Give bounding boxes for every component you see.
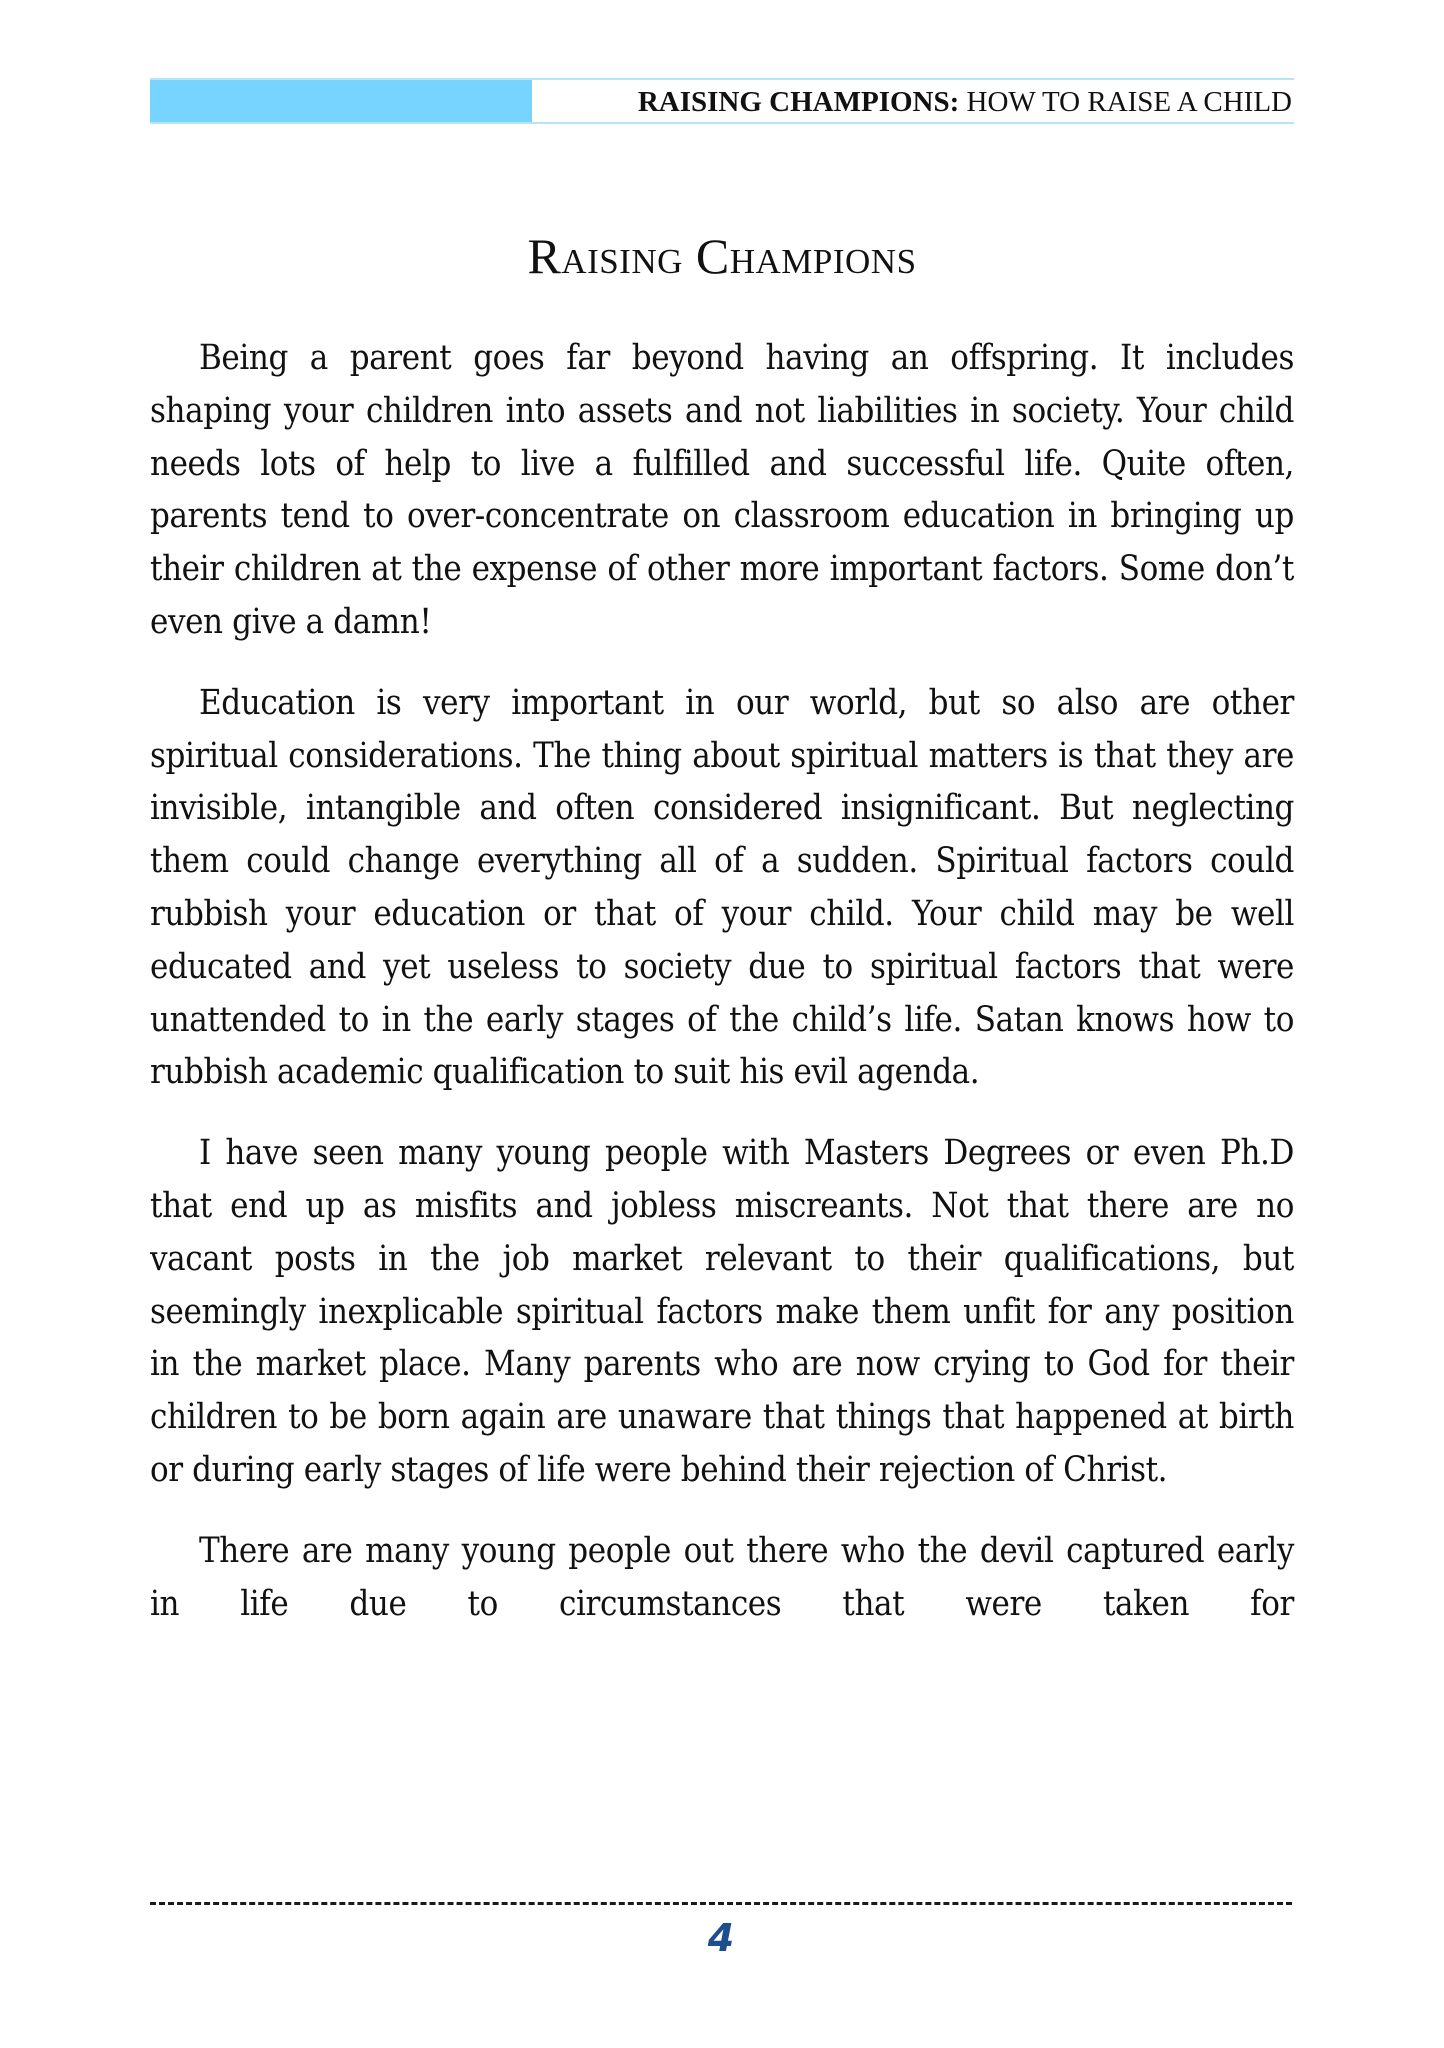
paragraph: There are many young people out there who the devil captured early in life due to circumstances that were taken for <box>150 1530 1294 1624</box>
running-header <box>150 78 1294 124</box>
body-text <box>150 332 1294 1658</box>
paragraph: I have seen many young people with Masters Degrees or even Ph.D that end up as misfits and jobless miscreants. Not that there are no vacant posts in the job market relevant to their qualifications, but seemingly inexplicable spiritual factors make them unfit for any position in the market place. Many parents who are now crying to God for their children to be born again are unaware that things that happened at birth or during early stages of life were behind their rejection of Christ. <box>150 1133 1294 1490</box>
chapter-title: Raising Champions <box>527 228 917 284</box>
footer-dashed-rule <box>150 1902 1292 1905</box>
book-title: RAISING CHAMPIONS: <box>637 86 960 118</box>
paragraph: Being a parent goes far beyond having an offspring. It includes shaping your children into assets and not liabilities in society. Your child needs lots of help to live a fulfilled and successful life. Quite often, parents tend to over-concentrate on classroom education in bringing up their children at the expense of other more important factors. Some don’t even give a damn! <box>150 338 1294 642</box>
paragraph: Education is very important in our world, but so also are other spiritual considerations. The thing about spiritual matters is that they are invisible, intangible and often considered insignificant. But neglecting them could change everything all of a sudden. Spiritual factors could rubbish your education or that of your child. Your child may be well educated and yet useless to society due to spiritual factors that were unattended to in the early stages of the child’s life. Satan knows how to rubbish academic qualification to suit his evil agenda. <box>150 682 1294 1093</box>
book-subtitle: HOW TO RAISE A CHILD <box>959 86 1292 118</box>
page-number: 4 <box>707 1916 735 1960</box>
header-accent-bar <box>150 80 532 122</box>
running-header-title <box>638 80 1292 122</box>
